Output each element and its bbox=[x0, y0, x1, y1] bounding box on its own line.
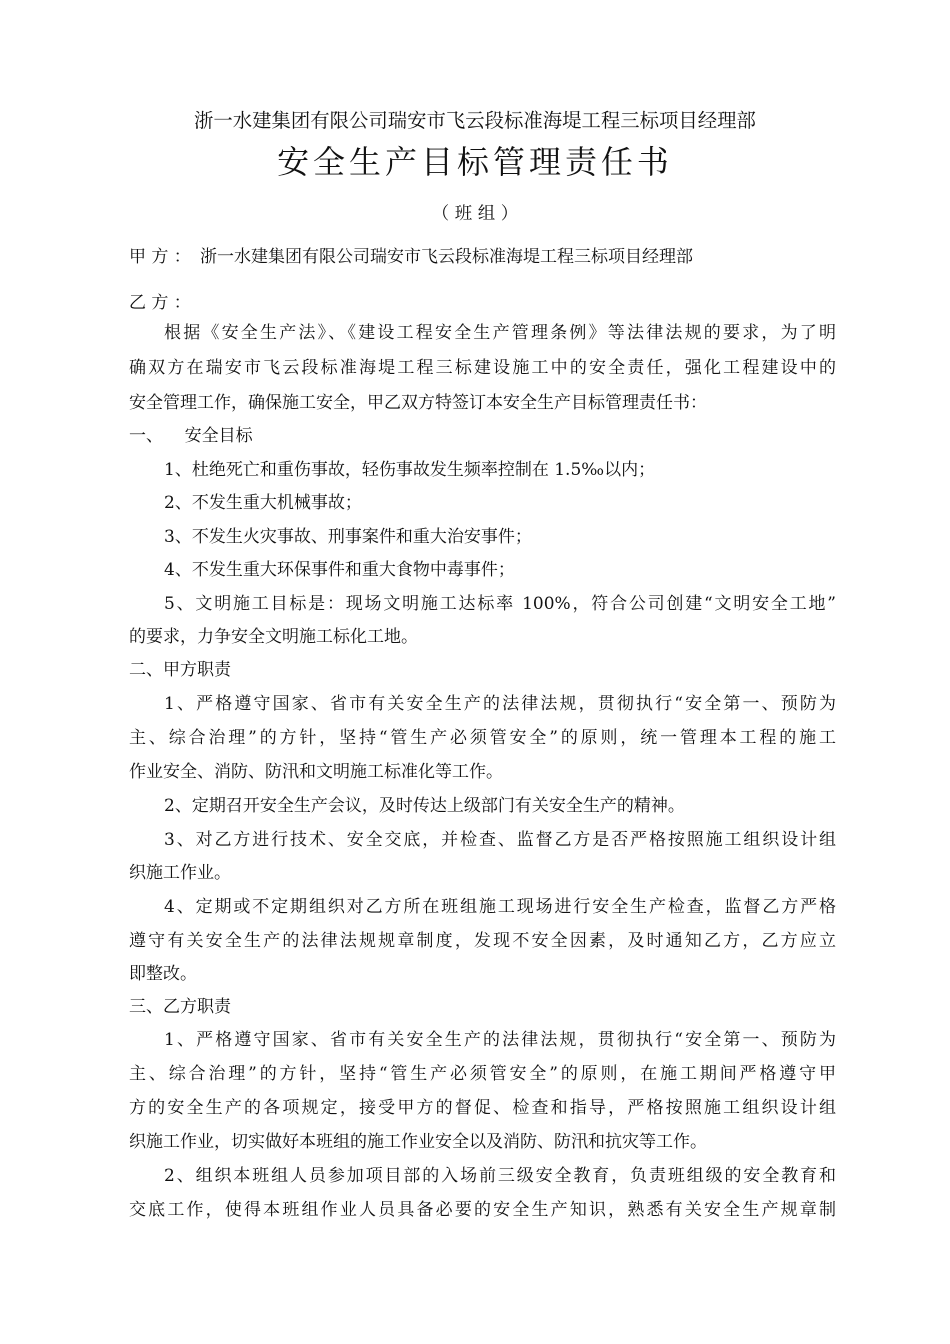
party-a-duty-line: 3、对乙方进行技术、安全交底，并检查、监督乙方是否严格按照施工组织设计组 bbox=[164, 830, 836, 850]
goal-item: 5、文明施工目标是：现场文明施工达标率 100%，符合公司创建“文明安全工地” bbox=[164, 594, 836, 614]
party-a-duty-line: 4、定期或不定期组织对乙方所在班组施工现场进行安全生产检查，监督乙方严格 bbox=[164, 897, 836, 917]
section-heading-party-a-duties: 二、甲方职责 bbox=[129, 660, 231, 680]
party-b-duty-line: 方的安全生产的各项规定，接受甲方的督促、检查和指导，严格按照施工组织设计组 bbox=[129, 1098, 836, 1118]
section-heading-party-b-duties: 三、乙方职责 bbox=[129, 997, 231, 1017]
goal-item: 的要求，力争安全文明施工标化工地。 bbox=[129, 627, 418, 647]
party-a-duty-line: 遵守有关安全生产的法律法规规章制度，发现不安全因素，及时通知乙方，乙方应立 bbox=[129, 931, 836, 951]
intro-line: 安全管理工作，确保施工安全，甲乙双方特签订本安全生产目标管理责任书： bbox=[129, 393, 707, 413]
document-title: 安全生产目标管理责任书 bbox=[277, 143, 673, 181]
goal-item: 4、不发生重大环保事件和重大食物中毒事件； bbox=[164, 560, 515, 580]
intro-line: 根据《安全生产法》、《建设工程安全生产管理条例》等法律法规的要求，为了明 bbox=[164, 323, 836, 343]
party-b-label: 乙 方 ： bbox=[129, 293, 191, 313]
intro-line: 确双方在瑞安市飞云段标准海堤工程三标建设施工中的安全责任，强化工程建设中的 bbox=[129, 358, 836, 378]
party-a-value: 浙一水建集团有限公司瑞安市飞云段标准海堤工程三标项目经理部 bbox=[200, 247, 693, 267]
party-a-duty-line: 织施工作业。 bbox=[129, 863, 231, 883]
party-a-duty-line: 2、定期召开安全生产会议，及时传达上级部门有关安全生产的精神。 bbox=[164, 796, 685, 816]
party-a-duty-line: 即整改。 bbox=[129, 964, 197, 984]
party-b-duty-line: 1、严格遵守国家、省市有关安全生产的法律法规，贯彻执行“安全第一、预防为 bbox=[164, 1030, 836, 1050]
party-a-label: 甲 方 ： bbox=[129, 247, 191, 267]
party-a-duty-line: 1、严格遵守国家、省市有关安全生产的法律法规，贯彻执行“安全第一、预防为 bbox=[164, 694, 836, 714]
goal-item: 3、不发生火灾事故、刑事案件和重大治安事件； bbox=[164, 527, 532, 547]
party-b-duty-line: 2、组织本班组人员参加项目部的入场前三级安全教育，负责班组级的安全教育和 bbox=[164, 1166, 836, 1186]
party-b-duty-line: 织施工作业，切实做好本班组的施工作业安全以及消防、防汛和抗灾等工作。 bbox=[129, 1132, 707, 1152]
goal-item: 1、杜绝死亡和重伤事故，轻伤事故发生频率控制在 1.5‰以内； bbox=[164, 460, 656, 480]
organization-header: 浙一水建集团有限公司瑞安市飞云段标准海堤工程三标项目经理部 bbox=[194, 109, 756, 132]
party-a-duty-line: 主、综合治理”的方针，坚持“管生产必须管安全”的原则，统一管理本工程的施工 bbox=[129, 728, 836, 748]
document-subtitle: （ 班 组 ） bbox=[431, 204, 519, 224]
section-heading-safety-goals: 一、 安全目标 bbox=[129, 426, 253, 446]
goal-item: 2、不发生重大机械事故； bbox=[164, 493, 362, 513]
party-b-duty-line: 主、综合治理”的方针，坚持“管生产必须管安全”的原则，在施工期间严格遵守甲 bbox=[129, 1064, 836, 1084]
party-a-duty-line: 作业安全、消防、防汛和文明施工标准化等工作。 bbox=[129, 762, 503, 782]
party-b-duty-line: 交底工作，使得本班组作业人员具备必要的安全生产知识，熟悉有关安全生产规章制 bbox=[129, 1200, 836, 1220]
